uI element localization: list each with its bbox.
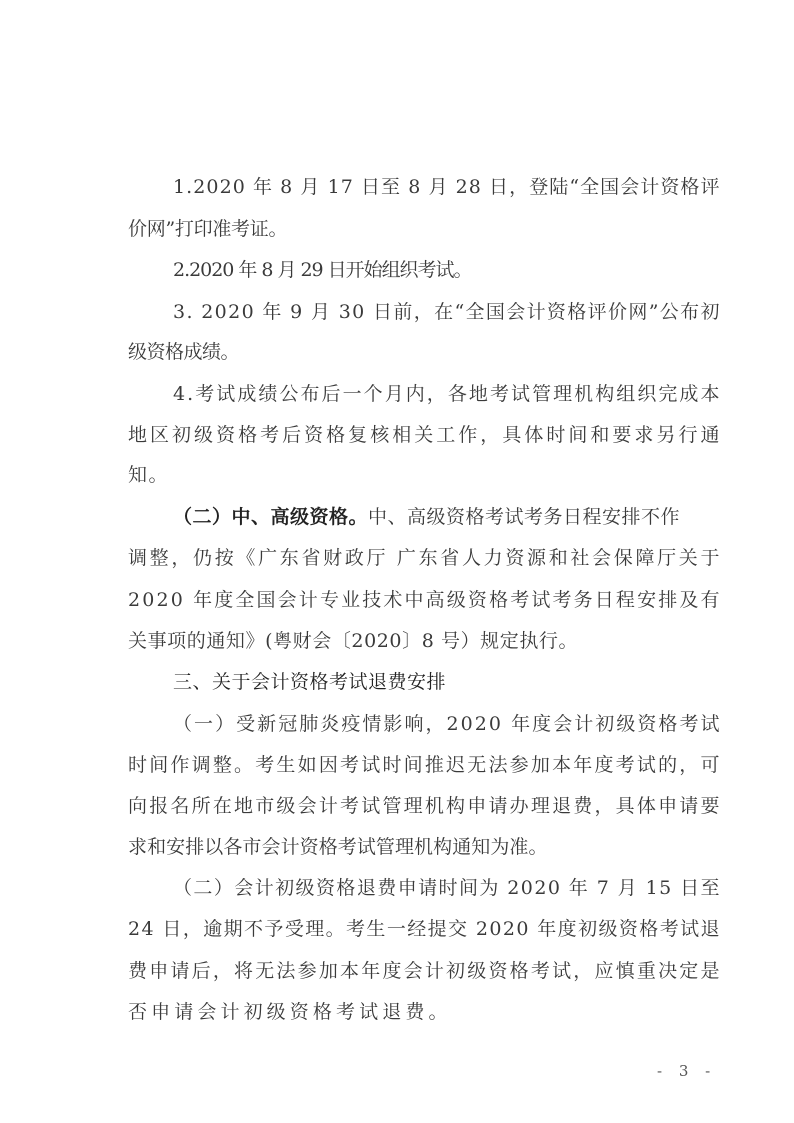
text-line: 1.2020 年 8 月 17 日至 8 月 28 日，登陆“全国会计资格评 [173,176,721,198]
text-line: 24 日，逾期不予受理。考生一经提交 2020 年度初级资格考试退 [128,918,721,940]
text-line: 时间作调整。考生如因考试时间推迟无法参加本年度考试的，可 [128,754,722,776]
text-line: 3. 2020 年 9 月 30 日前，在“全国会计资格评价网”公布初 [173,301,721,323]
section-2-first-line [173,502,720,529]
text-line: 调整，仍按《广东省财政厅 广东省人力资源和社会保障厅关于 [128,547,723,569]
text-line: 地区初级资格考后资格复核相关工作，具体时间和要求另行通 [128,424,723,446]
text-line: 4.考试成绩公布后一个月内，各地考试管理机构组织完成本 [173,383,722,405]
text-line: 费申请后，将无法参加本年度会计初级资格考试，应慎重决定是 [128,960,722,982]
text-line: 价网”打印准考证。 [128,218,288,240]
section-2-text: 中、高级资格考试考务日程安排不作 [368,506,681,528]
text-line: 2020 年度全国会计专业技术中高级资格考试考务日程安排及有 [128,589,722,611]
text-line: 否申请会计初级资格考试退费。 [128,1001,452,1023]
text-line: （二）会计初级资格退费申请时间为 2020 年 7 月 15 日至 [173,877,721,899]
page-number: - 3 - [657,1062,717,1080]
text-line: （一）受新冠肺炎疫情影响，2020 年度会计初级资格考试 [173,713,722,735]
text-line: 向报名所在地市级会计考试管理机构申请办理退费，具体申请要 [128,795,722,817]
text-line: 级资格成绩。 [128,341,239,363]
section-3-heading: 三、关于会计资格考试退费安排 [173,671,447,693]
text-line: 2.2020 年 8 月 29 日开始组织考试。 [173,259,472,281]
text-line: 关事项的通知》(粤财会〔2020〕8 号）规定执行。 [128,630,579,652]
text-line: 知。 [128,464,169,486]
text-line: 求和安排以各市会计资格考试管理机构通知为准。 [128,836,548,858]
section-2-bold-label: （二）中、高级资格。 [173,506,369,528]
